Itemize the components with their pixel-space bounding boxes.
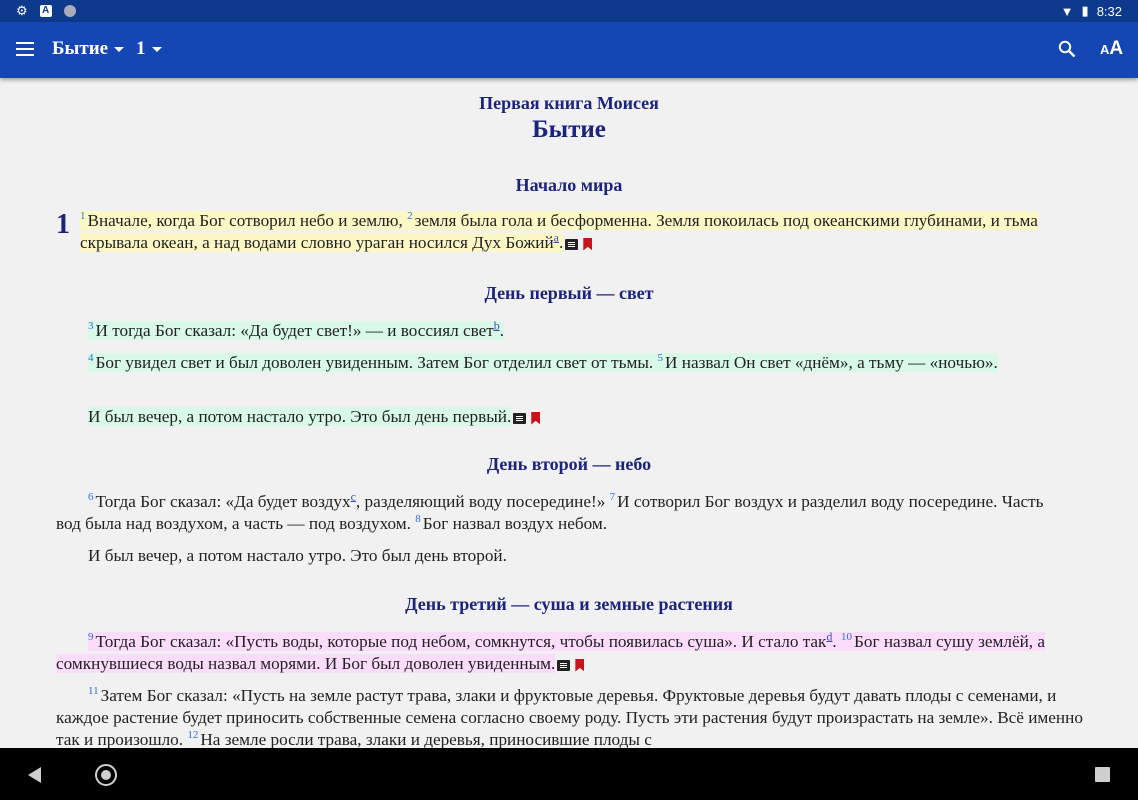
text-size-icon[interactable]: AA bbox=[1100, 38, 1124, 59]
paragraph[interactable] bbox=[56, 491, 1056, 535]
verse-text: . bbox=[499, 321, 505, 340]
verse-text: На земле росли трава, злаки и деревья, приносившие плоды с bbox=[200, 730, 652, 748]
app-bar bbox=[0, 22, 1138, 78]
verse-text: Бог назвал сушу землёй, а сомкнувшиеся воды назвал морями. И Бог был доволен увиденным. bbox=[56, 632, 1046, 673]
verse-number: 3 bbox=[88, 320, 94, 333]
paragraph[interactable] bbox=[56, 631, 1056, 675]
menu-icon[interactable] bbox=[16, 42, 34, 56]
highlighted-text[interactable] bbox=[80, 211, 1038, 252]
paragraph[interactable]: И был вечер, а потом настало утро. Это был день второй. bbox=[88, 546, 507, 565]
paragraph[interactable] bbox=[56, 352, 1056, 374]
footnote-link[interactable]: a bbox=[553, 230, 559, 245]
verse-number: 6 bbox=[88, 491, 94, 504]
highlighted-text[interactable] bbox=[88, 353, 998, 372]
paragraph[interactable] bbox=[56, 406, 1056, 428]
verse-text: Затем Бог сказал: «Пусть на земле растут трава, злаки и фруктовые деревья. Фруктовые деревья будут давать плоды с семенами, и каждое растение будет приносить собственные семена согласно своему роду. Пусть эти растения будут произрастать на земле». Всё именно так и произошло. bbox=[56, 686, 1083, 748]
verse-text: Тогда Бог сказал: «Пусть воды, которые под небом, сомкнутся, чтобы появилась суша». И стало так bbox=[95, 632, 827, 651]
wifi-icon: ▼ bbox=[1060, 3, 1074, 19]
bookmark-icon[interactable] bbox=[531, 412, 540, 425]
highlighted-text[interactable] bbox=[56, 629, 1046, 673]
verse-number: 11 bbox=[88, 685, 99, 698]
note-icon[interactable] bbox=[513, 413, 526, 424]
verse-text: Бог назвал воздух небом. bbox=[422, 514, 608, 533]
section-heading: День первый — свет bbox=[484, 283, 654, 303]
recent-apps-icon[interactable] bbox=[1095, 767, 1110, 782]
status-bar bbox=[0, 0, 1138, 22]
search-icon[interactable] bbox=[1058, 40, 1076, 58]
home-icon[interactable] bbox=[95, 764, 117, 786]
paragraph[interactable] bbox=[56, 320, 1056, 342]
chevron-down-icon bbox=[114, 47, 124, 52]
book-title: Бытие bbox=[532, 116, 606, 143]
verse-text: . bbox=[559, 233, 564, 252]
verse-number: 4 bbox=[88, 352, 94, 365]
verse-text: земля была гола и бесформенна. Земля покоилась под океанскими глубинами, и тьма скрывала океан, а над водами словно ураган носился Дух Божий bbox=[80, 211, 1038, 252]
chapter-selector[interactable] bbox=[136, 38, 162, 60]
section-heading: День третий — суша и земные растения bbox=[405, 594, 733, 614]
book-selector-label: Бытие bbox=[52, 38, 109, 59]
settings-icon: ⚙ bbox=[16, 3, 28, 18]
verse-number: 10 bbox=[841, 631, 853, 644]
section-heading: День второй — небо bbox=[486, 454, 652, 474]
chevron-down-icon bbox=[152, 47, 162, 52]
circle-notification-icon bbox=[64, 5, 76, 17]
verse-number: 8 bbox=[415, 513, 421, 526]
verse-text: Вначале, когда Бог сотворил небо и землю, bbox=[87, 211, 403, 230]
section-heading: Начало мира bbox=[515, 175, 623, 195]
paragraph[interactable] bbox=[56, 685, 1086, 748]
verse-text: И тогда Бог сказал: «Да будет свет!» — и воссиял свет bbox=[95, 321, 494, 340]
verse-text: Бог увидел свет и был доволен увиденным. Затем Бог отделил свет от тьмы. bbox=[95, 353, 654, 372]
reading-pane[interactable] bbox=[0, 78, 1138, 748]
bookmark-icon[interactable] bbox=[575, 659, 584, 672]
verse-text: И назвал Он свет «днём», а тьму — «ночью». bbox=[665, 353, 998, 372]
paragraph[interactable] bbox=[80, 210, 1070, 254]
note-icon[interactable] bbox=[565, 239, 578, 250]
verse-text: Тогда Бог сказал: «Да будет воздух bbox=[95, 492, 351, 511]
footnote-link[interactable]: c bbox=[350, 489, 356, 504]
verse-number: 9 bbox=[88, 631, 94, 644]
footnote-link[interactable]: d bbox=[826, 629, 833, 644]
chapter-selector-label: 1 bbox=[136, 38, 146, 59]
highlighted-text[interactable]: И был вечер, а потом настало утро. Это был день первый. bbox=[88, 407, 512, 426]
bookmark-icon[interactable] bbox=[583, 238, 592, 251]
battery-icon: ▮ bbox=[1081, 3, 1089, 18]
verse-number: 1 bbox=[80, 210, 86, 223]
book-selector[interactable] bbox=[52, 38, 124, 60]
a-notification-icon: A bbox=[40, 5, 52, 17]
chapter-number: 1 bbox=[56, 209, 70, 240]
verse-text: . bbox=[832, 632, 837, 651]
verse-number: 12 bbox=[187, 729, 199, 742]
highlighted-text[interactable] bbox=[88, 318, 505, 340]
book-subtitle: Первая книга Моисея bbox=[479, 93, 659, 113]
note-icon[interactable] bbox=[557, 660, 570, 671]
verse-number: 2 bbox=[407, 210, 413, 223]
verse-number: 7 bbox=[609, 491, 616, 504]
verse-number: 5 bbox=[657, 352, 664, 365]
navigation-bar bbox=[0, 748, 1138, 800]
clock: 8:32 bbox=[1096, 3, 1122, 19]
footnote-link[interactable]: b bbox=[493, 318, 500, 333]
verse-text: , разделяющий воду посередине!» bbox=[355, 492, 606, 511]
verse-text: И сотворил Бог воздух и разделил воду посередине. Часть вод была над воздухом, а часть — под воздухом. bbox=[56, 492, 1044, 533]
back-icon[interactable] bbox=[28, 767, 41, 783]
